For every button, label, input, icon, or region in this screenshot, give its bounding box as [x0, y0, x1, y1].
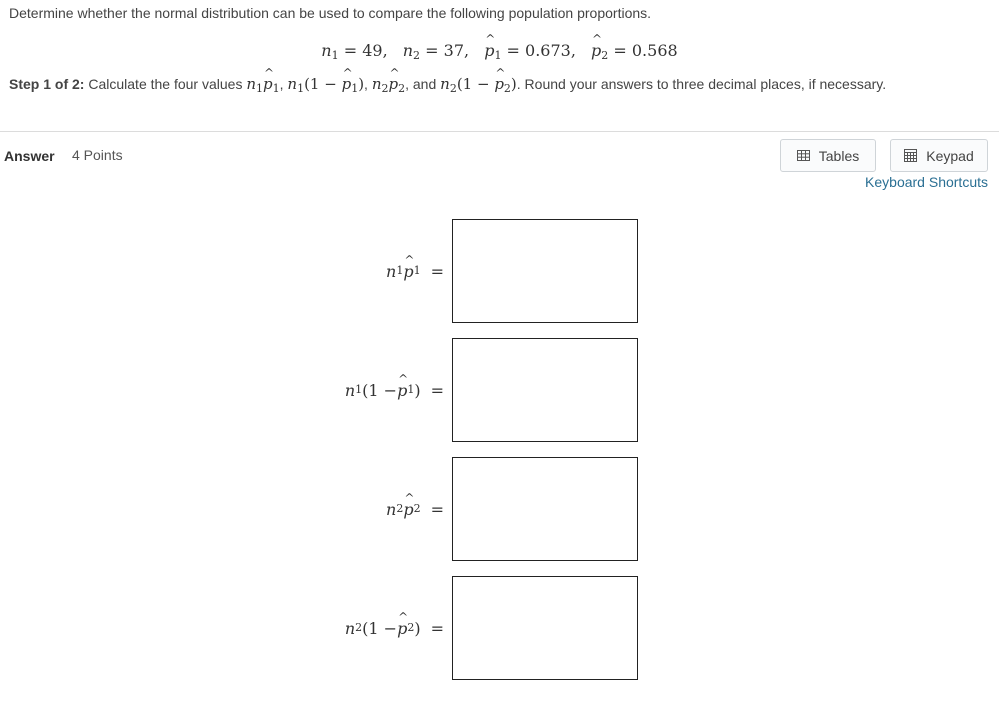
label-n1p1: n 1 p ^ 1 =: [386, 219, 444, 323]
answer-input-n2q2[interactable]: [452, 576, 638, 680]
table-icon: [797, 150, 810, 161]
answer-input-n2p2[interactable]: [452, 457, 638, 561]
label-n2p2: n 2 p ^ 2 =: [386, 457, 444, 561]
expr-n1q1: $n_1(1 - p$ $\^{}_1$): [287, 75, 364, 93]
keypad-button[interactable]: [890, 139, 988, 172]
section-divider: [0, 131, 999, 132]
answer-label: Answer: [4, 148, 55, 164]
n2-value: 37: [443, 41, 464, 60]
p2-hat-value: 0.568: [631, 41, 678, 60]
tables-button[interactable]: [780, 139, 876, 172]
step-outro: . Round your answers to three decimal places, if necessary.: [516, 76, 887, 92]
question-text: Determine whether the normal distribution can be used to compare the following population proportions.: [9, 5, 652, 21]
step-label: Step 1 of 2:: [9, 76, 85, 92]
points-label: 4 Points: [72, 147, 123, 163]
n1-value: 49: [362, 41, 383, 60]
expr-n2p2: $n_2p$ $\^{}_2$: [372, 75, 405, 93]
expr-n1p1: $n_1p$ $\^{}_1$: [246, 75, 279, 93]
answer-row-n2p2: [0, 457, 999, 561]
answer-row-n2q2: [0, 576, 999, 680]
step-instructions: Step 1 of 2: Calculate the four values $n_1p$ $\^{}_1$, $n_1(1 - p$ $\^{}_1$), $n_2p$ $\^{}_2$, and $n_2(1 - p$ $\^{}_2$). Round your answers to three decimal places, if necessary.: [9, 75, 886, 93]
tables-label: Tables: [818, 147, 860, 164]
answer-row-n1q1: [0, 338, 999, 442]
expr-n2q2: $n_2(1 - p$ $\^{}_2$): [440, 75, 517, 93]
step-and: and: [409, 76, 441, 92]
given-values: $n_1 = 49$, $n_2 = 37$, p $\^{}_1 = 0.673$, p $\^{}_2 = 0.568$: [0, 41, 999, 60]
calculator-icon: [904, 149, 917, 162]
answer-input-n1p1[interactable]: [452, 219, 638, 323]
keypad-label: Keypad: [926, 147, 974, 164]
label-n1q1: n 1 (1 − p ^ 1 ) =: [345, 338, 444, 442]
keyboard-shortcuts-link[interactable]: Keyboard Shortcuts: [865, 174, 988, 190]
step-intro: Calculate the four values: [84, 76, 247, 92]
answer-row-n1p1: [0, 219, 999, 323]
answer-input-n1q1[interactable]: [452, 338, 638, 442]
label-n2q2: n 2 (1 − p ^ 2 ) =: [345, 576, 444, 680]
p1-hat-value: 0.673: [525, 41, 571, 60]
